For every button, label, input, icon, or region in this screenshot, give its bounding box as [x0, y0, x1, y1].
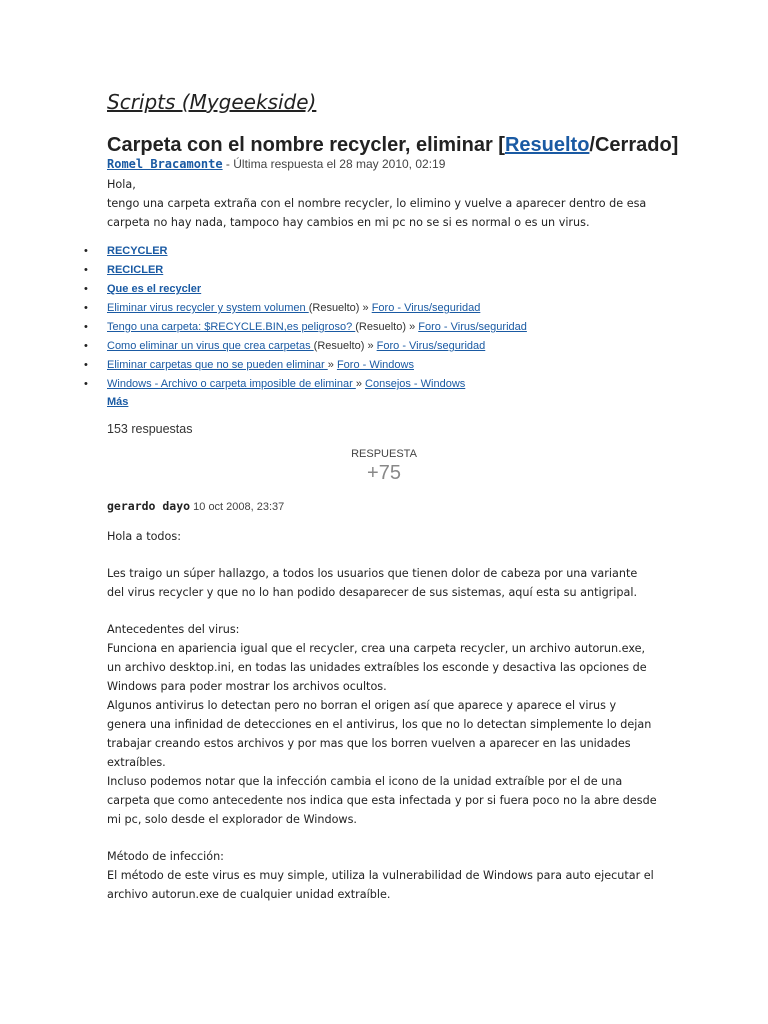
answer-line: Incluso podemos notar que la infección cambia el icono de la unidad extraíble por el de una [107, 775, 623, 788]
post-title-prefix: Carpeta con el nombre recycler, eliminar [ [107, 134, 505, 156]
related-item [84, 280, 704, 299]
answer-line: Hola a todos: [107, 530, 181, 543]
related-item [84, 356, 704, 375]
resolved-link[interactable]: Resuelto [504, 134, 590, 156]
vote-score: +75 [367, 462, 401, 484]
related-link[interactable]: Como eliminar un virus que crea carpetas [107, 340, 314, 352]
related-link[interactable]: Eliminar carpetas que no se pueden eliminar [107, 359, 328, 371]
replies-count: 153 respuestas [107, 422, 193, 436]
related-link[interactable]: RECYCLER [107, 245, 168, 257]
post-meta [107, 157, 445, 171]
related-link[interactable]: RECICLER [107, 264, 164, 276]
answer-line: extraíbles. [107, 756, 166, 769]
related-forum-link[interactable]: Foro - Windows [336, 359, 414, 371]
bullet-icon: • [84, 340, 88, 352]
answer-line: trabajar creando estos archivos y por mas que los borren vuelven a aparecer en las unidades [107, 737, 631, 750]
question-body [107, 175, 677, 232]
answer-line: Windows para poder mostrar los archivos ocultos. [107, 680, 387, 693]
question-line: carpeta no hay nada, tampoco hay cambios en mi pc no se si es normal o es un virus. [107, 216, 590, 229]
related-link[interactable]: Windows - Archivo o carpeta imposible de eliminar [107, 378, 356, 390]
bullet-icon: • [84, 245, 88, 257]
related-separator: » [364, 340, 377, 352]
post-author-link[interactable]: Romel Bracamonte [107, 157, 223, 171]
related-link[interactable]: Eliminar virus recycler y system volumen [107, 302, 309, 314]
related-separator: » [406, 321, 419, 333]
bullet-icon: • [84, 264, 88, 276]
related-forum-link[interactable]: Foro - Virus/seguridad [376, 340, 486, 352]
related-item [84, 318, 704, 337]
related-item [84, 242, 704, 261]
answer-line: Les traigo un súper hallazgo, a todos los usuarios que tienen dolor de cabeza por una variante [107, 567, 638, 580]
related-status: (Resuelto) [313, 340, 365, 352]
related-separator: » [355, 378, 366, 390]
question-line: tengo una carpeta extraña con el nombre recycler, lo elimino y vuelve a aparecer dentro de esa [107, 197, 647, 210]
related-item [84, 337, 704, 356]
answer-line: del virus recycler y que no lo han podido desaparecer de sus sistemas, aquí esta su antigripal. [107, 586, 638, 599]
related-forum-link[interactable]: Foro - Virus/seguridad [418, 321, 527, 333]
answer-line: mi pc, solo desde el explorador de Windows. [107, 813, 357, 826]
bullet-icon: • [84, 283, 88, 295]
answer-date: 10 oct 2008, 23:37 [190, 501, 285, 513]
answer-line: Antecedentes del virus: [107, 623, 240, 636]
answer-line: Algunos antivirus lo detectan pero no borran el origen así que aparece y aparece el virus y [107, 699, 617, 712]
answer-line: Funciona en apariencia igual que el recycler, crea una carpeta recycler, un archivo autorun.exe, [107, 642, 646, 655]
answer-line: El método de este virus es muy simple, utiliza la vulnerabilidad de Windows para auto ejecutar el [107, 869, 654, 882]
answer-line: un archivo desktop.ini, en todas las unidades extraíbles los esconde y desactiva las opciones de [107, 661, 647, 674]
related-forum-link[interactable]: Consejos - Windows [365, 378, 466, 390]
related-link[interactable]: Que es el recycler [107, 283, 202, 295]
related-separator: » [327, 359, 337, 371]
bullet-icon: • [84, 321, 88, 333]
answer-line: Método de infección: [107, 850, 224, 863]
related-separator: » [359, 302, 372, 314]
bullet-icon: • [84, 359, 88, 371]
question-line: Hola, [107, 178, 136, 191]
answer-body [107, 527, 677, 904]
post-title [107, 134, 678, 157]
answer-author: gerardo dayo [107, 499, 191, 513]
related-item [84, 261, 704, 280]
bullet-icon: • [84, 378, 88, 390]
related-links-list [84, 242, 704, 394]
related-forum-link[interactable]: Foro - Virus/seguridad [371, 302, 481, 314]
more-link[interactable]: Más [107, 396, 129, 408]
related-item [84, 299, 704, 318]
related-link[interactable]: Tengo una carpeta: $RECYCLE.BIN,es peligroso? [107, 321, 356, 333]
site-title[interactable]: Scripts (Mygeekside) [107, 90, 317, 114]
related-status: (Resuelto) [355, 321, 407, 333]
related-item [84, 375, 704, 394]
post-meta-text: - Última respuesta el 28 may 2010, 02:19 [222, 157, 446, 171]
bullet-icon: • [84, 302, 88, 314]
answer-line: archivo autorun.exe de cualquier unidad extraíble. [107, 888, 391, 901]
post-title-suffix: /Cerrado] [589, 134, 679, 156]
vote-label: RESPUESTA [351, 448, 417, 460]
answer-meta [107, 499, 284, 513]
answer-line: genera una infinidad de detecciones en el antivirus, los que no lo detectan simplemente lo dejan [107, 718, 652, 731]
related-status: (Resuelto) [308, 302, 360, 314]
answer-line: carpeta que como antecedente nos indica que esta infectada y por si fuera poco no la abre desde [107, 794, 657, 807]
